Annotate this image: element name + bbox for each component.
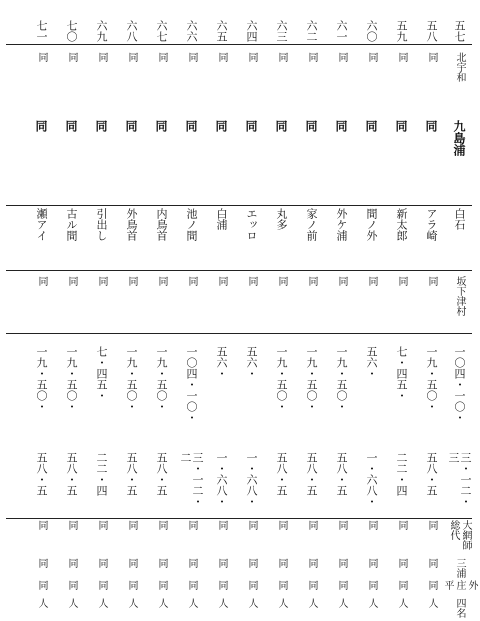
cell-district: 同 bbox=[274, 120, 288, 132]
table-column bbox=[91, 0, 111, 621]
cell-bottom_people: 人 bbox=[126, 598, 137, 608]
cell-owner_area: 同 bbox=[96, 276, 107, 286]
cell-period: 五八・五 bbox=[35, 452, 48, 496]
cell-district: 同 bbox=[154, 120, 168, 132]
cell-village1: 同 bbox=[186, 52, 197, 62]
cell-bottom_ditto: 同 bbox=[66, 580, 77, 590]
cell-place: 家ノ前 bbox=[305, 208, 318, 241]
cell-district: 同 bbox=[244, 120, 258, 132]
cell-owner_area: 同 bbox=[216, 276, 227, 286]
cell-district: 同 bbox=[34, 120, 48, 132]
cell-village1: 同 bbox=[126, 52, 137, 62]
cell-lease_date: 五六・ bbox=[215, 346, 228, 379]
cell-district: 同 bbox=[334, 120, 348, 132]
cell-kind: 同 bbox=[36, 520, 47, 530]
cell-owner_area: 同 bbox=[156, 276, 167, 286]
cell-kind: 同 bbox=[216, 520, 227, 530]
cell-district: 同 bbox=[394, 120, 408, 132]
cell-place: エッロ bbox=[245, 208, 258, 241]
cell-district: 同 bbox=[94, 120, 108, 132]
cell-period: 五八・五 bbox=[425, 452, 438, 496]
cell-bottom_ditto: 同 bbox=[366, 580, 377, 590]
cell-kind: 同 bbox=[306, 520, 317, 530]
cell-period: 五八・五 bbox=[125, 452, 138, 496]
table-column bbox=[331, 0, 351, 621]
cell-village1: 同 bbox=[216, 52, 227, 62]
cell-bottom_ditto: 同 bbox=[126, 580, 137, 590]
cell-header: 六〇 bbox=[365, 20, 378, 42]
cell-fishers: 同 bbox=[126, 558, 137, 568]
cell-header: 七一 bbox=[35, 20, 48, 42]
cell-village1: 同 bbox=[66, 52, 77, 62]
cell-owner_area: 同 bbox=[246, 276, 257, 286]
cell-bottom_people: 人 bbox=[186, 598, 197, 608]
cell-kind: 同 bbox=[96, 520, 107, 530]
table-column bbox=[391, 0, 411, 621]
cell-owner_area: 同 bbox=[426, 276, 437, 286]
cell-bottom_ditto: 外庄平 bbox=[442, 580, 477, 590]
cell-owner_area: 同 bbox=[396, 276, 407, 286]
cell-fishers: 同 bbox=[366, 558, 377, 568]
cell-place: 丸多 bbox=[275, 208, 288, 230]
cell-owner_area: 同 bbox=[126, 276, 137, 286]
cell-district: 同 bbox=[364, 120, 378, 132]
cell-owner_area: 同 bbox=[36, 276, 47, 286]
cell-header: 六四 bbox=[245, 20, 258, 42]
cell-bottom_ditto: 同 bbox=[96, 580, 107, 590]
cell-village1: 同 bbox=[36, 52, 47, 62]
cell-fishers: 同 bbox=[246, 558, 257, 568]
cell-village1: 同 bbox=[426, 52, 437, 62]
cell-district: 同 bbox=[64, 120, 78, 132]
cell-place: 外ケ浦 bbox=[335, 208, 348, 241]
cell-bottom_ditto: 同 bbox=[156, 580, 167, 590]
cell-fishers: 同 bbox=[396, 558, 407, 568]
cell-bottom_ditto: 同 bbox=[216, 580, 227, 590]
cell-period: 一・六八・ bbox=[245, 452, 258, 507]
cell-district: 同 bbox=[304, 120, 318, 132]
cell-owner_area: 同 bbox=[336, 276, 347, 286]
table-column bbox=[61, 0, 81, 621]
table-column bbox=[301, 0, 321, 621]
cell-fishers: 同 bbox=[276, 558, 287, 568]
cell-kind: 同 bbox=[276, 520, 287, 530]
cell-lease_date: 一九・五〇・ bbox=[65, 346, 78, 412]
cell-lease_date: 一〇四・一〇・ bbox=[453, 346, 466, 423]
cell-kind: 同 bbox=[426, 520, 437, 530]
cell-bottom_people: 人 bbox=[276, 598, 287, 608]
cell-period: 一・六八・ bbox=[215, 452, 228, 507]
cell-kind: 同 bbox=[366, 520, 377, 530]
cell-lease_date: 七・四五・ bbox=[95, 346, 108, 401]
table-column bbox=[121, 0, 141, 621]
cell-owner_area: 同 bbox=[276, 276, 287, 286]
cell-header: 六六 bbox=[185, 20, 198, 42]
cell-place: 池ノ間 bbox=[185, 208, 198, 241]
cell-bottom_ditto: 同 bbox=[426, 580, 437, 590]
cell-fishers: 三浦 bbox=[454, 558, 465, 578]
table-column bbox=[151, 0, 171, 621]
cell-bottom_people: 人 bbox=[156, 598, 167, 608]
table-column bbox=[31, 0, 51, 621]
cell-owner_area: 坂下津村 bbox=[454, 276, 465, 316]
cell-bottom_people: 人 bbox=[306, 598, 317, 608]
cell-fishers: 同 bbox=[426, 558, 437, 568]
cell-village1: 同 bbox=[306, 52, 317, 62]
cell-district: 九島浦 bbox=[452, 120, 466, 156]
table-column bbox=[442, 0, 477, 621]
cell-kind: 同 bbox=[156, 520, 167, 530]
table-column bbox=[361, 0, 381, 621]
cell-period: 五八・五 bbox=[275, 452, 288, 496]
table-column bbox=[271, 0, 291, 621]
cell-district: 同 bbox=[214, 120, 228, 132]
cell-bottom_people: 人 bbox=[66, 598, 77, 608]
cell-fishers: 同 bbox=[306, 558, 317, 568]
cell-bottom_ditto: 同 bbox=[246, 580, 257, 590]
cell-place: 瀬アイ bbox=[35, 208, 48, 241]
cell-lease_date: 五六・ bbox=[245, 346, 258, 379]
cell-kind: 同 bbox=[66, 520, 77, 530]
cell-kind: 同 bbox=[396, 520, 407, 530]
cell-village1: 同 bbox=[276, 52, 287, 62]
cell-period: 五八・五 bbox=[305, 452, 318, 496]
cell-kind: 同 bbox=[336, 520, 347, 530]
cell-header: 六九 bbox=[95, 20, 108, 42]
cell-village1: 同 bbox=[396, 52, 407, 62]
cell-period: 三・一二・二 bbox=[179, 452, 204, 507]
cell-fishers: 同 bbox=[156, 558, 167, 568]
cell-kind: 同 bbox=[246, 520, 257, 530]
cell-village1: 同 bbox=[156, 52, 167, 62]
cell-owner_area: 同 bbox=[306, 276, 317, 286]
cell-fishers: 同 bbox=[336, 558, 347, 568]
cell-place: 新太郎 bbox=[395, 208, 408, 241]
cell-fishers: 同 bbox=[96, 558, 107, 568]
cell-bottom_people: 人 bbox=[96, 598, 107, 608]
cell-village1: 同 bbox=[366, 52, 377, 62]
cell-fishers: 同 bbox=[186, 558, 197, 568]
cell-header: 五七 bbox=[453, 20, 466, 42]
cell-lease_date: 一九・五〇・ bbox=[305, 346, 318, 412]
cell-village1: 同 bbox=[246, 52, 257, 62]
cell-header: 五九 bbox=[395, 20, 408, 42]
cell-bottom_people: 人 bbox=[396, 598, 407, 608]
table-column bbox=[241, 0, 261, 621]
cell-lease_date: 五六・ bbox=[365, 346, 378, 379]
cell-period: 二二・四 bbox=[95, 452, 108, 496]
cell-district: 同 bbox=[124, 120, 138, 132]
cell-lease_date: 一九・五〇・ bbox=[155, 346, 168, 412]
cell-period: 五八・五 bbox=[335, 452, 348, 496]
cell-bottom_people: 人 bbox=[426, 598, 437, 608]
cell-kind: 大網師総代 bbox=[448, 520, 471, 550]
cell-kind: 同 bbox=[186, 520, 197, 530]
cell-fishers: 同 bbox=[66, 558, 77, 568]
cell-place: 古ル間 bbox=[65, 208, 78, 241]
cell-bottom_people: 人 bbox=[246, 598, 257, 608]
cell-header: 五八 bbox=[425, 20, 438, 42]
cell-header: 六一 bbox=[335, 20, 348, 42]
cell-bottom_people: 人 bbox=[366, 598, 377, 608]
cell-bottom_people: 人 bbox=[216, 598, 227, 608]
cell-header: 六五 bbox=[215, 20, 228, 42]
cell-lease_date: 一〇四・一〇・ bbox=[185, 346, 198, 423]
cell-village1: 同 bbox=[96, 52, 107, 62]
cell-kind: 同 bbox=[126, 520, 137, 530]
cell-period: 一・六八・ bbox=[365, 452, 378, 507]
cell-header: 七〇 bbox=[65, 20, 78, 42]
cell-header: 六二 bbox=[305, 20, 318, 42]
cell-bottom_ditto: 同 bbox=[306, 580, 317, 590]
cell-lease_date: 七・四五・ bbox=[395, 346, 408, 401]
table-column bbox=[179, 0, 204, 621]
cell-bottom_ditto: 同 bbox=[336, 580, 347, 590]
cell-period: 三・一二・三 bbox=[447, 452, 472, 507]
cell-owner_area: 同 bbox=[186, 276, 197, 286]
cell-place: 間ノ外 bbox=[365, 208, 378, 241]
cell-village1: 北宇和 bbox=[454, 52, 465, 82]
cell-bottom_ditto: 同 bbox=[36, 580, 47, 590]
cell-header: 六八 bbox=[125, 20, 138, 42]
cell-place: 外鳥首 bbox=[125, 208, 138, 241]
table-column bbox=[421, 0, 441, 621]
cell-bottom_people: 四名 bbox=[454, 598, 465, 618]
cell-lease_date: 一九・五〇・ bbox=[125, 346, 138, 412]
cell-fishers: 同 bbox=[216, 558, 227, 568]
cell-lease_date: 一九・五〇・ bbox=[335, 346, 348, 412]
cell-lease_date: 一九・五〇・ bbox=[275, 346, 288, 412]
cell-place: 白石 bbox=[453, 208, 466, 230]
cell-place: 白浦 bbox=[215, 208, 228, 230]
cell-bottom_ditto: 同 bbox=[396, 580, 407, 590]
cell-lease_date: 一九・五〇・ bbox=[425, 346, 438, 412]
cell-district: 同 bbox=[184, 120, 198, 132]
cell-district: 同 bbox=[424, 120, 438, 132]
cell-bottom_people: 人 bbox=[336, 598, 347, 608]
cell-header: 六三 bbox=[275, 20, 288, 42]
cell-place: 内鳥首 bbox=[155, 208, 168, 241]
cell-period: 二二・四 bbox=[395, 452, 408, 496]
cell-bottom_ditto: 同 bbox=[186, 580, 197, 590]
cell-bottom_ditto: 同 bbox=[276, 580, 287, 590]
cell-bottom_people: 人 bbox=[36, 598, 47, 608]
cell-period: 五八・五 bbox=[65, 452, 78, 496]
cell-owner_area: 同 bbox=[366, 276, 377, 286]
cell-owner_area: 同 bbox=[66, 276, 77, 286]
table-column bbox=[211, 0, 231, 621]
cell-village1: 同 bbox=[336, 52, 347, 62]
cell-place: アラ崎 bbox=[425, 208, 438, 241]
cell-place: 引出し bbox=[95, 208, 108, 241]
cell-period: 五八・五 bbox=[155, 452, 168, 496]
cell-lease_date: 一九・五〇・ bbox=[35, 346, 48, 412]
cell-fishers: 同 bbox=[36, 558, 47, 568]
cell-header: 六七 bbox=[155, 20, 168, 42]
